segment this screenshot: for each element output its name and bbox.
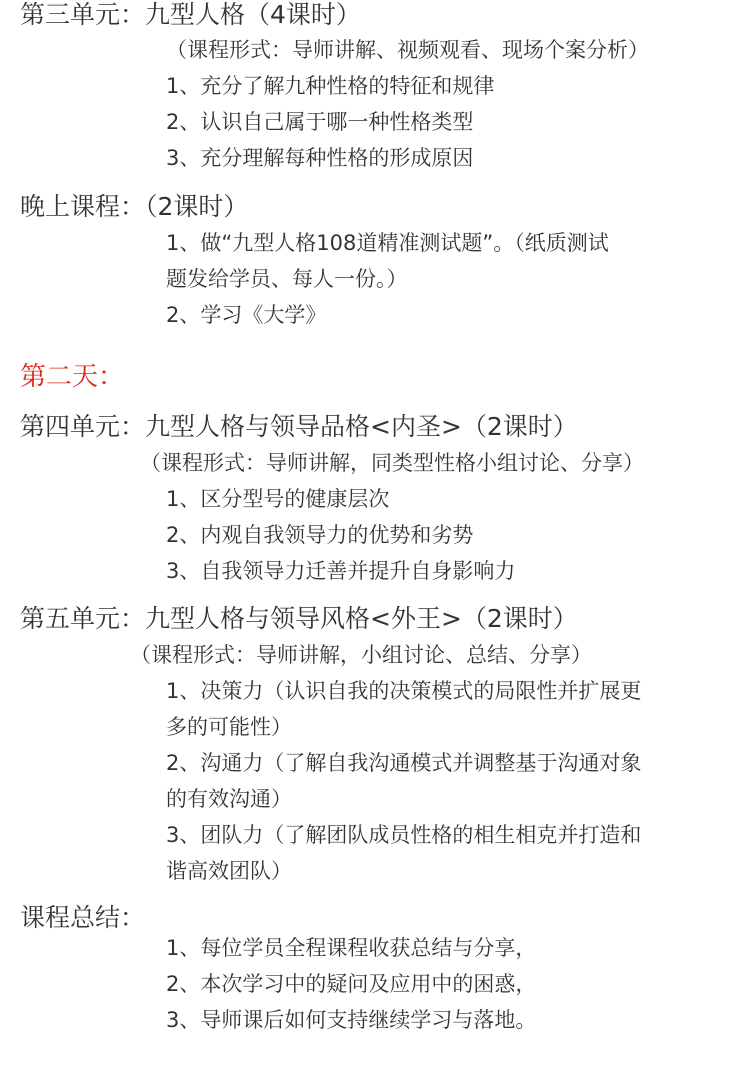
evening-item-1: 1、做“九型人格108道精准测试题”。（纸质测试 [166, 231, 609, 255]
unit5-item-3-cont: 谐高效团队） [166, 859, 292, 883]
unit4-item-2: 2、内观自我领导力的优势和劣势 [166, 523, 474, 547]
summary-item-3: 3、导师课后如何支持继续学习与落地。 [166, 1008, 537, 1032]
unit5-item-2-cont: 的有效沟通） [166, 787, 292, 811]
unit3-format: （课程形式：导师讲解、视频观看、现场个案分析） [166, 38, 649, 62]
evening-title: 晚上课程：（2课时） [20, 192, 249, 221]
unit3-item-3: 3、充分理解每种性格的形成原因 [166, 146, 474, 170]
unit4-item-1: 1、区分型号的健康层次 [166, 487, 390, 511]
evening-item-1-cont: 题发给学员、每人一份。） [166, 267, 408, 291]
unit3-item-2: 2、认识自己属于哪一种性格类型 [166, 110, 474, 134]
unit5-item-1: 1、决策力（认识自我的决策模式的局限性并扩展更 [166, 679, 642, 703]
unit4-title: 第四单元：九型人格与领导品格<内圣>（2课时） [20, 412, 578, 441]
unit5-format: （课程形式：导师讲解，小组讨论、总结、分享） [130, 643, 592, 667]
unit5-item-3: 3、团队力（了解团队成员性格的相生相克并打造和 [166, 823, 642, 847]
unit3-item-1: 1、充分了解九种性格的特征和规律 [166, 74, 495, 98]
unit5-item-1-cont: 多的可能性） [166, 715, 292, 739]
unit4-format: （课程形式：导师讲解，同类型性格小组讨论、分享） [140, 451, 644, 475]
unit5-title: 第五单元：九型人格与领导风格<外王>（2课时） [20, 604, 578, 633]
day2-heading: 第二天： [20, 362, 125, 392]
unit5-item-2: 2、沟通力（了解自我沟通模式并调整基于沟通对象 [166, 751, 642, 775]
summary-item-1: 1、每位学员全程课程收获总结与分享， [166, 936, 537, 960]
unit3-title: 第三单元：九型人格（4课时） [20, 0, 361, 29]
summary-title: 课程总结： [20, 903, 146, 932]
unit4-item-3: 3、自我领导力迁善并提升自身影响力 [166, 559, 516, 583]
evening-item-2: 2、学习《大学》 [166, 303, 327, 327]
summary-item-2: 2、本次学习中的疑问及应用中的困惑， [166, 972, 537, 996]
